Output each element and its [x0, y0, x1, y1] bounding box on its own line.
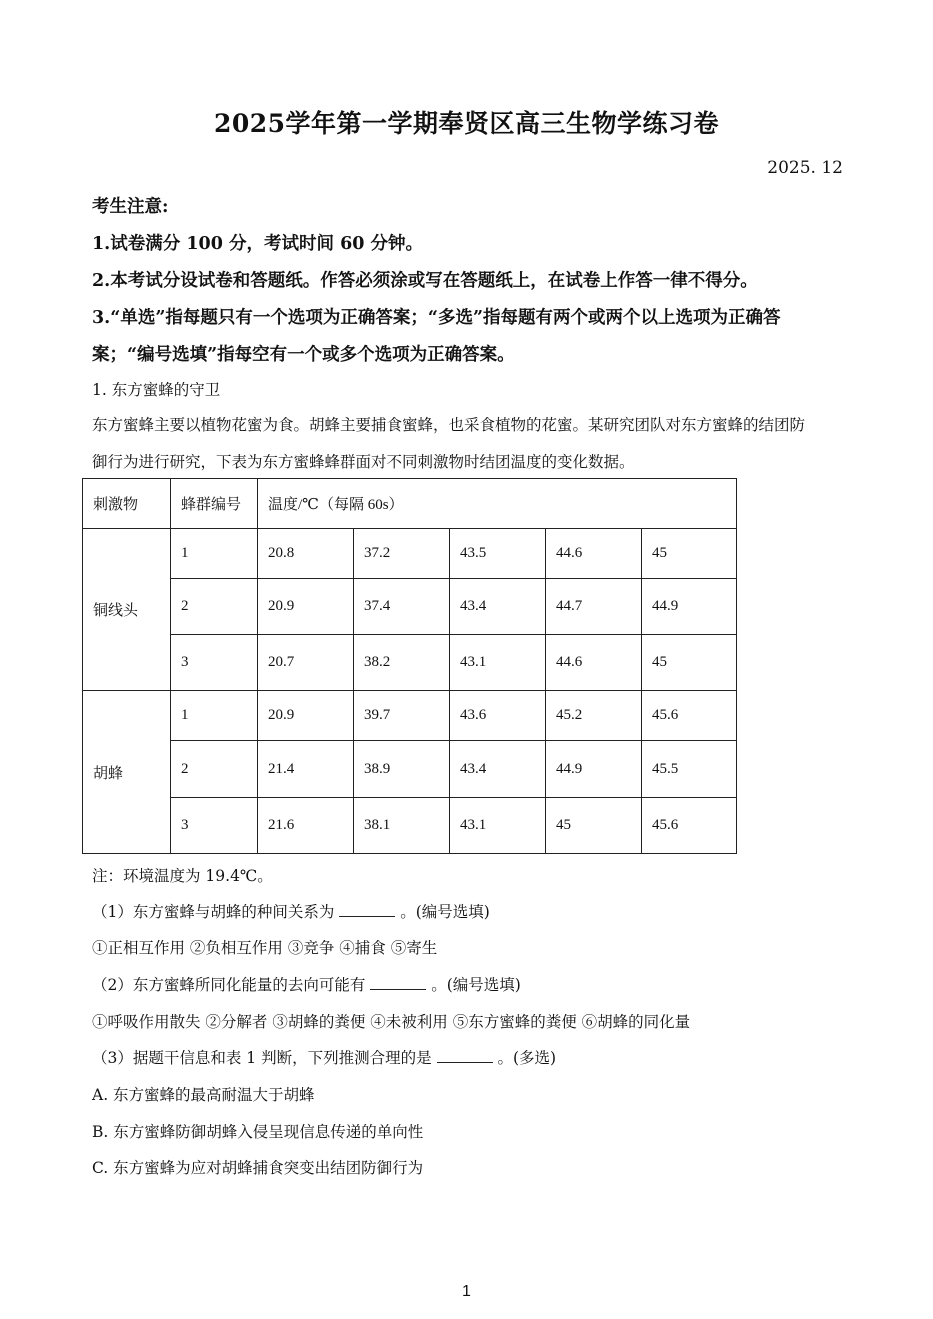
- temperature-cell: 38.2: [354, 635, 450, 691]
- page-number: 1: [462, 1283, 471, 1300]
- question-3-text: （3）据题干信息和表 1 判断，下列推测合理的是: [92, 1049, 432, 1067]
- question-2-options: ①呼吸作用散失 ②分解者 ③胡蜂的粪便 ④未被利用 ⑤东方蜜蜂的粪便 ⑥胡蜂的同化量: [92, 1013, 691, 1031]
- question-2-text: （2）东方蜜蜂所同化能量的去向可能有: [92, 976, 366, 994]
- colony-id-cell: 2: [171, 579, 258, 635]
- table-note: 注：环境温度为 19.4℃。: [92, 867, 273, 885]
- question-2: [92, 973, 521, 995]
- colony-id-cell: 1: [171, 691, 258, 741]
- temperature-cell: 45: [642, 529, 737, 579]
- temperature-cell: 45.6: [642, 798, 737, 854]
- question-1-suffix: 。(编号选填): [400, 903, 490, 921]
- option-a: A. 东方蜜蜂的最高耐温大于胡蜂: [92, 1086, 315, 1104]
- temperature-cell: 43.6: [450, 691, 546, 741]
- temperature-cell: 43.5: [450, 529, 546, 579]
- question-3: [92, 1046, 556, 1068]
- temperature-cell: 20.8: [258, 529, 354, 579]
- section-intro-line-2: 御行为进行研究，下表为东方蜜蜂蜂群面对不同刺激物时结团温度的变化数据。: [92, 453, 635, 471]
- temperature-cell: 20.9: [258, 579, 354, 635]
- header-temperature: 温度/℃（每隔 60s）: [258, 479, 737, 529]
- table-body: [83, 479, 737, 854]
- temperature-cell: 43.1: [450, 635, 546, 691]
- table-row: [83, 741, 737, 798]
- question-3-suffix: 。(多选): [497, 1049, 557, 1067]
- temperature-cell: 20.9: [258, 691, 354, 741]
- question-1-text: （1）东方蜜蜂与胡蜂的种间关系为: [92, 903, 335, 921]
- table-header-row: [83, 479, 737, 529]
- temperature-cell: 45.6: [642, 691, 737, 741]
- answer-blank: [339, 904, 395, 917]
- option-b: B. 东方蜜蜂防御胡蜂入侵呈现信息传递的单向性: [92, 1123, 424, 1141]
- header-colony-id: 蜂群编号: [171, 479, 258, 529]
- temperature-cell: 44.7: [546, 579, 642, 635]
- exam-date: 2025. 12: [767, 158, 843, 178]
- table-row: [83, 635, 737, 691]
- temperature-cell: 20.7: [258, 635, 354, 691]
- stimulus-cell: 铜线头: [83, 529, 171, 691]
- temperature-cell: 44.6: [546, 635, 642, 691]
- temperature-cell: 37.2: [354, 529, 450, 579]
- notice-item-3-line-2: 案；“编号选填”指每空有一个或多个选项为正确答案。: [92, 345, 515, 365]
- question-2-suffix: 。(编号选填): [431, 976, 521, 994]
- temperature-cell: 43.4: [450, 741, 546, 798]
- temperature-cell: 44.9: [642, 579, 737, 635]
- colony-id-cell: 3: [171, 635, 258, 691]
- temperature-cell: 38.9: [354, 741, 450, 798]
- option-c: C. 东方蜜蜂为应对胡蜂捕食突变出结团防御行为: [92, 1159, 424, 1177]
- page-title: 2025学年第一学期奉贤区高三生物学练习卷: [213, 109, 720, 138]
- notice-item-2: 2.本考试分设试卷和答题纸。作答必须涂或写在答题纸上，在试卷上作答一律不得分。: [92, 271, 758, 291]
- colony-id-cell: 2: [171, 741, 258, 798]
- colony-id-cell: 3: [171, 798, 258, 854]
- notice-item-1: 1.试卷满分 100 分，考试时间 60 分钟。: [92, 234, 424, 254]
- temperature-cell: 39.7: [354, 691, 450, 741]
- header-stimulus: 刺激物: [83, 479, 171, 529]
- answer-blank: [437, 1050, 493, 1063]
- table-row: [83, 691, 737, 741]
- temperature-cell: 21.4: [258, 741, 354, 798]
- question-1: [92, 900, 490, 922]
- temperature-cell: 43.1: [450, 798, 546, 854]
- temperature-cell: 21.6: [258, 798, 354, 854]
- colony-id-cell: 1: [171, 529, 258, 579]
- temperature-cell: 45.5: [642, 741, 737, 798]
- table-row: [83, 579, 737, 635]
- temperature-cell: 38.1: [354, 798, 450, 854]
- stimulus-cell: 胡蜂: [83, 691, 171, 854]
- temperature-cell: 45: [642, 635, 737, 691]
- table-row: [83, 529, 737, 579]
- temperature-cell: 44.9: [546, 741, 642, 798]
- table-row: [83, 798, 737, 854]
- temperature-cell: 45: [546, 798, 642, 854]
- temperature-cell: 37.4: [354, 579, 450, 635]
- temperature-table: [82, 478, 737, 854]
- question-1-options: ①正相互作用 ②负相互作用 ③竞争 ④捕食 ⑤寄生: [92, 939, 438, 957]
- section-heading: 1. 东方蜜蜂的守卫: [92, 381, 221, 399]
- notice-item-3-line-1: 3.“单选”指每题只有一个选项为正确答案；“多选”指每题有两个或两个以上选项为正确答: [92, 308, 781, 328]
- section-intro-line-1: 东方蜜蜂主要以植物花蜜为食。胡蜂主要捕食蜜蜂，也采食植物的花蜜。某研究团队对东方蜜蜂的结团防: [92, 416, 806, 434]
- answer-blank: [370, 977, 426, 990]
- temperature-cell: 44.6: [546, 529, 642, 579]
- temperature-cell: 43.4: [450, 579, 546, 635]
- notice-heading: 考生注意:: [92, 197, 169, 217]
- temperature-cell: 45.2: [546, 691, 642, 741]
